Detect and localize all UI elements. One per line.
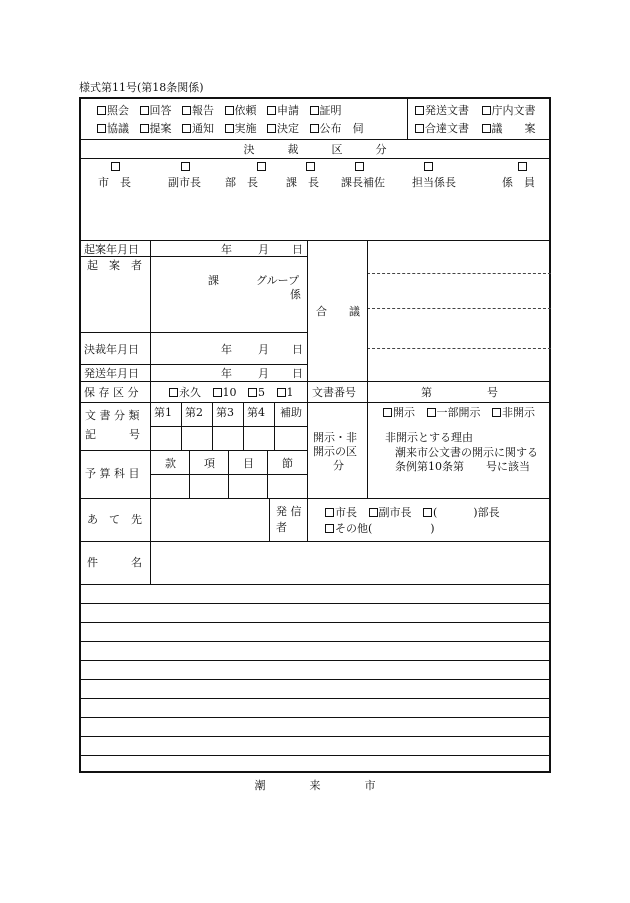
- year-unit: 年: [221, 367, 232, 380]
- day-unit: 日: [292, 243, 303, 256]
- decision-date-label: 決裁年月日: [84, 343, 139, 356]
- sender-mayor[interactable]: 市長: [325, 506, 357, 519]
- retention-10[interactable]: 10: [213, 386, 237, 399]
- budget-col-ko: 項: [204, 457, 215, 470]
- divider: [243, 402, 244, 450]
- divider: [81, 139, 549, 140]
- checkbox-icon: [415, 124, 424, 133]
- note-line: [81, 717, 549, 718]
- approver-vice-mayor: 副市長: [168, 176, 201, 189]
- non-disclosure-reason-line-2: 潮来市公文書の開示に関する: [395, 446, 538, 459]
- checkbox-kaito[interactable]: 回答: [140, 104, 172, 117]
- doc-type-row-2: [97, 123, 364, 134]
- checkbox-icon: [97, 124, 106, 133]
- month-unit: 月: [258, 243, 269, 256]
- retention-permanent[interactable]: 永久: [169, 386, 201, 399]
- checkbox-icon: [225, 124, 234, 133]
- checkbox-icon: [310, 124, 319, 133]
- checkbox-icon: [310, 106, 319, 115]
- checkbox-kofu[interactable]: 公布 伺: [310, 122, 364, 135]
- divider: [267, 450, 268, 498]
- classification-col-4: 第4: [247, 406, 265, 419]
- checkbox-icon: [415, 106, 424, 115]
- doc-number-label: 文書番号: [312, 386, 356, 399]
- note-line: [81, 755, 549, 756]
- non-disclosure-reason-title: 非開示とする理由: [385, 431, 473, 444]
- sender-department-head[interactable]: ( )部長: [423, 506, 500, 519]
- divider: [81, 158, 549, 159]
- classification-col-3: 第3: [216, 406, 234, 419]
- decision-section-header: 決 裁 区 分: [243, 143, 387, 156]
- sender-label-line-2: 者: [276, 521, 287, 534]
- drafter-label: 起 案 者: [87, 259, 142, 272]
- budget-col-setsu: 節: [282, 457, 293, 470]
- retention-label: 保 存 区 分: [84, 386, 139, 399]
- checkbox-gian[interactable]: 議 案: [482, 122, 536, 135]
- divider: [81, 332, 307, 333]
- retention-options: [169, 387, 294, 398]
- checkbox-icon: [423, 508, 432, 517]
- checkbox-icon: [97, 106, 106, 115]
- note-line: [81, 736, 549, 737]
- note-line: [81, 660, 549, 661]
- divider: [150, 402, 151, 584]
- disclosure-closed[interactable]: 非開示: [492, 406, 535, 419]
- year-unit: 年: [221, 243, 232, 256]
- checkbox-icon: [140, 106, 149, 115]
- note-line: [81, 679, 549, 680]
- divider: [81, 450, 307, 451]
- checkbox-icon: [492, 408, 501, 417]
- checkbox-jisshi[interactable]: 実施: [225, 122, 257, 135]
- note-line: [81, 622, 549, 623]
- checkbox-shinsei[interactable]: 申請: [267, 104, 299, 117]
- classification-label: 文 書 分 類: [85, 409, 140, 422]
- checkbox-icon: [427, 408, 436, 417]
- divider: [150, 240, 151, 402]
- classification-symbol-label: 記 号: [85, 428, 140, 441]
- doc-type-right-row-2: [415, 123, 536, 134]
- approver-section-head: 課 長: [286, 176, 319, 189]
- divider: [189, 450, 190, 498]
- stamp-box-icon[interactable]: [257, 162, 266, 171]
- dashed-line: [367, 273, 551, 274]
- disclosure-label-line-1: 開示・非: [313, 431, 357, 444]
- checkbox-icon: [140, 124, 149, 133]
- checkbox-chonai[interactable]: 庁内文書: [482, 104, 536, 117]
- sender-other[interactable]: その他( ): [325, 522, 435, 535]
- divider: [307, 240, 308, 498]
- classification-col-1: 第1: [154, 406, 172, 419]
- divider: [181, 402, 182, 450]
- form-number-label: 様式第11号(第18条関係): [79, 81, 204, 94]
- checkbox-icon: [267, 106, 276, 115]
- destination-label: あ て 先: [87, 513, 142, 526]
- approval-form: [79, 97, 551, 773]
- disclosure-open[interactable]: 開示: [383, 406, 415, 419]
- send-date-label: 発送年月日: [84, 367, 139, 380]
- approver-staff: 係 員: [502, 176, 535, 189]
- sender-options-row-2: [325, 523, 435, 534]
- checkbox-teian[interactable]: 提案: [140, 122, 172, 135]
- note-line: [81, 603, 549, 604]
- disclosure-label-line-3: 分: [333, 459, 344, 472]
- checkbox-shomei[interactable]: 証明: [310, 104, 342, 117]
- divider: [81, 256, 307, 257]
- checkbox-icon: [482, 124, 491, 133]
- drafter-subsection-unit: 係: [290, 288, 301, 301]
- checkbox-kettei[interactable]: 決定: [267, 122, 299, 135]
- approver-mayor: 市 長: [98, 176, 131, 189]
- divider: [269, 498, 270, 541]
- checkbox-icon: [182, 106, 191, 115]
- checkbox-icon: [182, 124, 191, 133]
- divider: [81, 584, 549, 585]
- checkbox-icon: [277, 388, 286, 397]
- stamp-box-icon[interactable]: [424, 162, 433, 171]
- divider: [367, 240, 368, 402]
- month-unit: 月: [258, 367, 269, 380]
- retention-5[interactable]: 5: [248, 386, 265, 399]
- stamp-box-icon[interactable]: [111, 162, 120, 171]
- checkbox-icon: [325, 524, 334, 533]
- doc-number-value: 第 号: [421, 386, 498, 399]
- divider: [407, 99, 408, 139]
- divider: [274, 402, 275, 450]
- month-unit: 月: [258, 343, 269, 356]
- retention-1[interactable]: 1: [277, 386, 294, 399]
- divider: [81, 498, 549, 499]
- checkbox-irai[interactable]: 依頼: [225, 104, 257, 117]
- checkbox-icon: [213, 388, 222, 397]
- budget-label: 予 算 科 目: [85, 467, 140, 480]
- budget-col-kan: 款: [165, 457, 176, 470]
- stamp-box-icon[interactable]: [518, 162, 527, 171]
- note-line: [81, 698, 549, 699]
- stamp-box-icon[interactable]: [181, 162, 190, 171]
- divider: [228, 450, 229, 498]
- doc-type-row-1: [97, 105, 342, 116]
- drafter-section-unit: 課: [208, 274, 219, 287]
- day-unit: 日: [292, 343, 303, 356]
- disclosure-partial[interactable]: 一部開示: [427, 406, 481, 419]
- note-line: [81, 641, 549, 642]
- approver-assistant-section-head: 課長補佐: [341, 176, 385, 189]
- checkbox-icon: [383, 408, 392, 417]
- checkbox-icon: [225, 106, 234, 115]
- checkbox-icon: [325, 508, 334, 517]
- non-disclosure-reason-line-3: 条例第10条第 号に該当: [395, 460, 530, 473]
- stamp-box-icon[interactable]: [355, 162, 364, 171]
- checkbox-hokoku[interactable]: 報告: [182, 104, 214, 117]
- divider: [307, 498, 308, 541]
- approver-department-head: 部 長: [225, 176, 258, 189]
- subject-label: 件 名: [87, 556, 142, 569]
- consultation-label: 合 議: [316, 305, 360, 318]
- sender-label-line-1: 発 信: [276, 505, 302, 518]
- checkbox-icon: [369, 508, 378, 517]
- disclosure-label-line-2: 開示の区: [313, 445, 357, 458]
- divider: [212, 402, 213, 450]
- drafter-group-unit: グループ: [256, 274, 300, 287]
- classification-col-2: 第2: [185, 406, 203, 419]
- year-unit: 年: [221, 343, 232, 356]
- checkbox-shokai[interactable]: 照会: [97, 104, 129, 117]
- classification-col-aux: 補助: [280, 406, 302, 419]
- sender-options-row-1: [325, 507, 500, 518]
- checkbox-gotatsu[interactable]: 合達文書: [415, 122, 469, 135]
- doc-type-right-row-1: [415, 105, 536, 116]
- checkbox-icon: [267, 124, 276, 133]
- city-name-footer: 潮 来 市: [254, 779, 376, 792]
- dashed-line: [367, 308, 551, 309]
- checkbox-icon: [482, 106, 491, 115]
- divider: [81, 402, 549, 403]
- stamp-box-icon[interactable]: [306, 162, 315, 171]
- day-unit: 日: [292, 367, 303, 380]
- draft-date-label: 起案年月日: [84, 243, 139, 256]
- divider: [81, 541, 549, 542]
- approver-chief: 担当係長: [412, 176, 456, 189]
- divider: [81, 364, 307, 365]
- budget-col-moku: 目: [243, 457, 254, 470]
- checkbox-kyogi[interactable]: 協議: [97, 122, 129, 135]
- sender-vice-mayor[interactable]: 副市長: [369, 506, 412, 519]
- checkbox-tsuchi[interactable]: 通知: [182, 122, 214, 135]
- divider: [367, 402, 368, 498]
- checkbox-icon: [169, 388, 178, 397]
- divider: [81, 240, 549, 241]
- checkbox-icon: [248, 388, 257, 397]
- disclosure-options: [383, 407, 535, 418]
- checkbox-hasso[interactable]: 発送文書: [415, 104, 469, 117]
- dashed-line: [367, 348, 551, 349]
- divider: [150, 426, 307, 427]
- divider: [81, 381, 549, 382]
